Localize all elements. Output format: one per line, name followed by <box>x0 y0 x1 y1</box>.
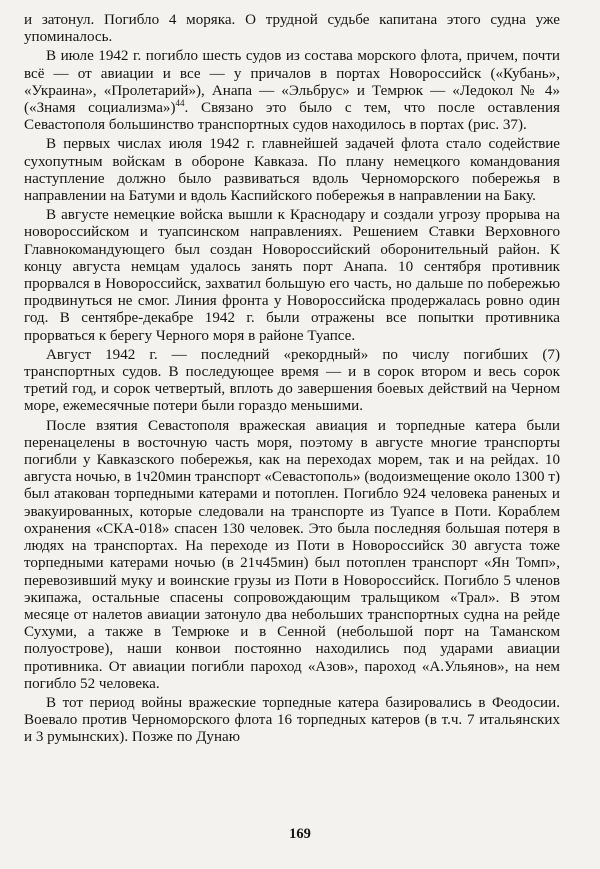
paragraph-4: В августе немецкие войска вышли к Краснодару и создали угрозу прорыва на новороссийском и туапсинском направлениях. Решением Ставки Верховного Главнокомандующего был создан Новороссийский оборонительный район. К концу августа немцам удалось занять порт Анапа. 10 сентября противник прорвался в Новороссийск, захватил большую его часть, но дальше по побережью продвинуться не смог. Линия фронта у Новороссийска продержалась ровно один год. В сентябре-декабре 1942 г. были отражены все попытки противника прорваться к берегу Черного моря в районе Туапсе. <box>24 207 560 344</box>
paragraph-5: Август 1942 г. — последний «рекордный» по числу погибших (7) транспортных судов. В последующее время — и в сорок втором и весь сорок третий год, и сорок четвертый, вплоть до завершения боевых действий на Черном море, ежемесячные потери были гораздо меньшими. <box>24 346 560 415</box>
paragraph-3: В первых числах июля 1942 г. главнейшей задачей флота стало содействие сухопутным войскам в обороне Кавказа. По плану немецкого командования наступление должно было развиваться вдоль Черноморского побережья в направлении на Батуми и вдоль Каспийского побережья в направлении на Баку. <box>24 136 560 205</box>
page-body <box>24 12 560 747</box>
paragraph-7: В тот период войны вражеские торпедные катера базировались в Феодосии. Воевало против Черноморского флота 16 торпедных катеров (в т.ч. 7 итальянских и 3 румынских). Позже по Дунаю <box>24 694 560 746</box>
paragraph-2-text: В июле 1942 г. погибло шесть судов из состава морского флота, причем, почти всё — от авиации и все — у причалов в портах Новороссийск («Кубань», «Украина», «Пролетарий»), Анапа — «Эльбрус» и Темрюк — «Ледокол № 4» («Знамя социализма») <box>24 48 560 117</box>
footnote-ref-44[interactable]: 44 <box>175 97 185 108</box>
paragraph-6: После взятия Севастополя вражеская авиация и торпедные катера были перенацелены в восточную часть моря, поэтому в августе многие транспорты погибли у Кавказского побережья, как на переходах морем, так и на рейдах. 10 августа ночью, в 1ч20мин транспорт «Севастополь» (водоизмещение около 1300 т) был атакован торпедными катерами и потоплен. Погибло 924 человека раненых и эвакуированных, которые следовали на транспорте из Туапсе в Поти. Кораблем охранения «СКА-018» спасен 130 человек. Это была последняя большая потеря в людях на транспортах. На переходе из Поти в Новороссийск 30 августа тоже торпедными катерами ночью (в 21ч45мин) был потоплен транспорт «Ян Томп», перевозивший муку и воинские грузы из Поти в Новороссийск. Погибло 5 членов экипажа, остальные спасены сопровождающим тральщиком «Трал». В этом месяце от налетов авиации затонуло два небольших транспортных судна на рейде Сухуми, а также в Темрюке и в Сенной (небольшой порт на Таманском полуострове), наши конвои постоянно находились под ударами авиации противника. От авиации погибли пароход «Азов», пароход «А.Ульянов», на нем погибло 52 человека. <box>24 417 560 692</box>
page-number: 169 <box>289 826 311 842</box>
paragraph-2 <box>24 48 560 134</box>
paragraph-1: и затонул. Погибло 4 моряка. О трудной судьбе капитана этого судна уже упоминалось. <box>24 12 560 46</box>
paragraph-2-tail: . Связано это было с тем, что после оставления Севастополя большинство транспортных судов находилось в портах (рис. 37). <box>24 100 560 134</box>
